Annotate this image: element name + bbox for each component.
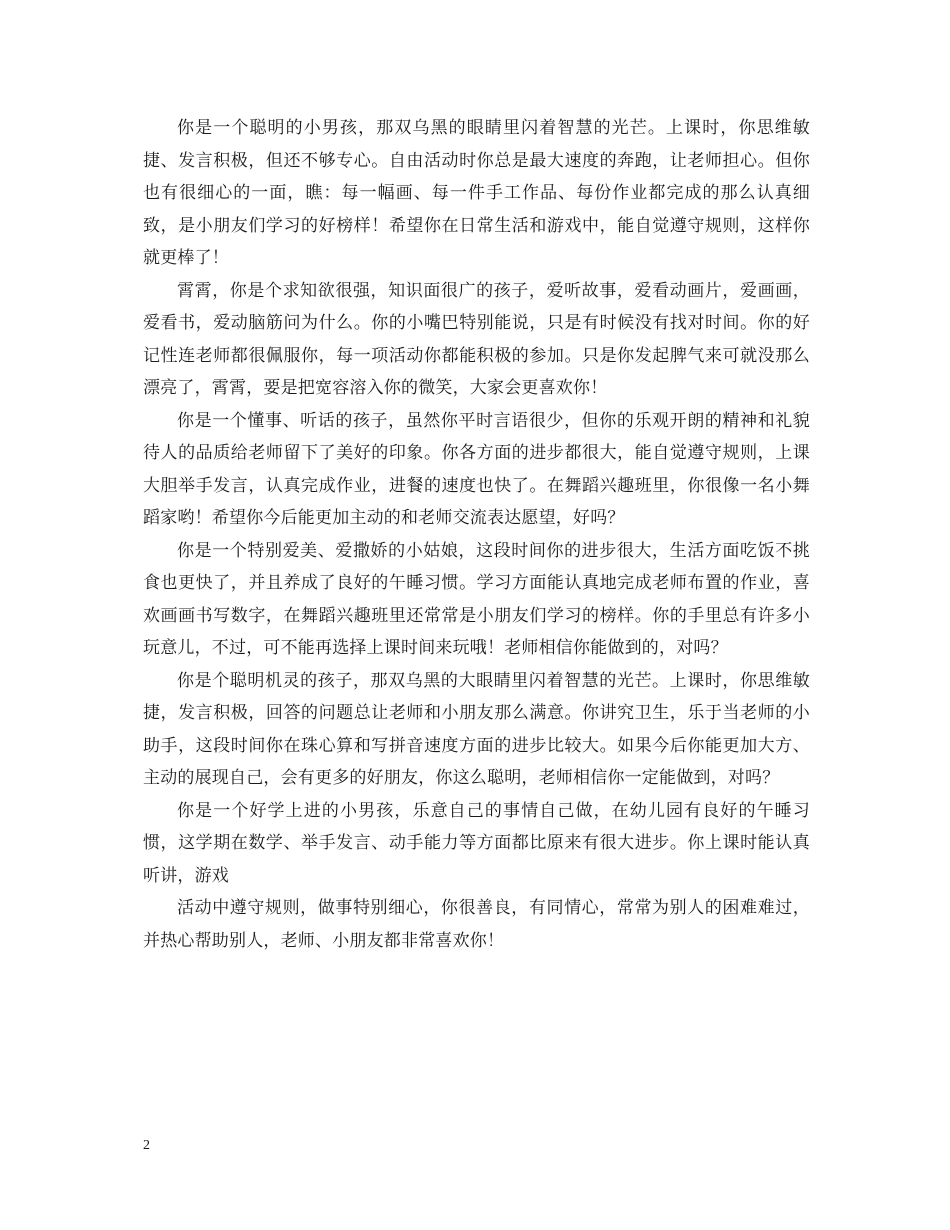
paragraph-2: 霄霄，你是个求知欲很强，知识面很广的孩子，爱听故事，爱看动画片，爱画画，爱看书，爱动脑筋问为什么。你的小嘴巴特别能说，只是有时候没有找对时间。你的好记性连老师都很佩服你，每一项活动你都能积极的参加。只是你发起脾气来可就没那么漂亮了，霄霄，要是把宽容溶入你的微笑，大家会更喜欢你！ xyxy=(143,280,810,398)
paragraph-3: 你是一个懂事、听话的孩子，虽然你平时言语很少，但你的乐观开朗的精神和礼貌待人的品质给老师留下了美好的印象。你各方面的进步都很大，能自觉遵守规则，上课大胆举手发言，认真完成作业，进餐的速度也快了。在舞蹈兴趣班里，你很像一名小舞蹈家哟！希望你今后能更加主动的和老师交流表达愿望，好吗？ xyxy=(143,410,810,528)
paragraph-6: 你是一个好学上进的小男孩，乐意自己的事情自己做，在幼儿园有良好的午睡习惯，这学期在数学、举手发言、动手能力等方面都比原来有很大进步。你上课时能认真听讲，游戏 xyxy=(143,800,810,886)
document-body xyxy=(143,112,810,957)
paragraph-5: 你是个聪明机灵的孩子，那双乌黑的大眼睛里闪着智慧的光芒。上课时，你思维敏捷，发言积极，回答的问题总让老师和小朋友那么满意。你讲究卫生，乐于当老师的小助手，这段时间你在珠心算和写拼音速度方面的进步比较大。如果今后你能更加大方、主动的展现自己，会有更多的好朋友，你这么聪明，老师相信你一定能做到，对吗？ xyxy=(143,670,810,788)
page-number: 2 xyxy=(143,1138,150,1153)
paragraph-1: 你是一个聪明的小男孩，那双乌黑的眼睛里闪着智慧的光芒。上课时，你思维敏捷、发言积极，但还不够专心。自由活动时你总是最大速度的奔跑，让老师担心。但你也有很细心的一面，瞧：每一幅画、每一件手工作品、每份作业都完成的那么认真细致，是小朋友们学习的好榜样！希望你在日常生活和游戏中，能自觉遵守规则，这样你就更棒了！ xyxy=(143,118,810,268)
paragraph-4: 你是一个特别爱美、爱撒娇的小姑娘，这段时间你的进步很大，生活方面吃饭不挑食也更快了，并且养成了良好的午睡习惯。学习方面能认真地完成老师布置的作业，喜欢画画书写数字，在舞蹈兴趣班里还常常是小朋友们学习的榜样。你的手里总有许多小玩意儿，不过，可不能再选择上课时间来玩哦！老师相信你能做到的，对吗？ xyxy=(143,540,810,658)
paragraph-7: 活动中遵守规则，做事特别细心，你很善良，有同情心，常常为别人的困难难过，并热心帮助别人，老师、小朋友都非常喜欢你！ xyxy=(143,898,810,951)
